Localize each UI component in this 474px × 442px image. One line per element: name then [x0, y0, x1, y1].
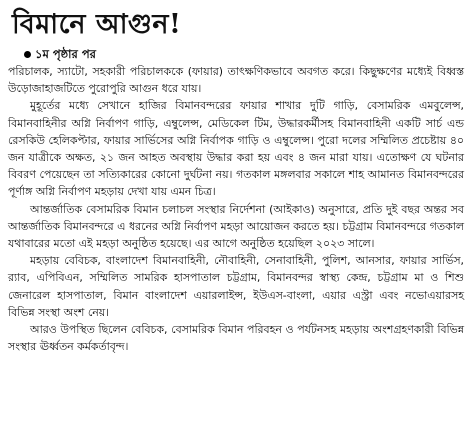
paragraph: মুহূর্তের মধ্যে সেখানে হাজির বিমানবন্দরের ফায়ার শাখার দুটি গাড়ি, বেসামরিক এমবুলেন্স, বিমানবাহিনীর অগ্নি নির্বাপণ গাড়ি, এম্বুলেন্স, মেডিকেল টিম, উদ্ধারকর্মীসহ বিমানবাহিনী একটি সার্চ এন্ড রেসকিউ হেলিকপ্টার, ফায়ার সার্ভিসের অগ্নি নির্বাপক গাড়ি ও এম্বুলেন্স। পুরো দলের সম্মিলিত প্রচেষ্টায় ৪০ জন যাত্রীকে অক্ষত, ২১ জন আহত অবস্থায় উদ্ধার করা হয় এবং ৪ জন মারা যায়। এতোক্ষণ যে ঘটনার বিবরণ পেয়েছেন তা সত্যিকারের কোনো দুর্ঘটনা নয়। গতকাল মঙ্গলবার সকালে শাহ আমানত বিমানবন্দরের পূর্ণাঙ্গ অগ্নি নির্বাপণ মহড়ায় দেখা যায় এমন চিত্র। [8, 99, 464, 199]
paragraph: আরও উপস্থিত ছিলেন বেবিচক, বেসামরিক বিমান পরিবহন ও পর্যটনসহ মহড়ায় অংশগ্রহণকারী বিভিন্ন সংস্থার ঊর্ধ্বতন কর্মকর্তাবৃন্দ। [8, 323, 464, 354]
paragraph: পরিচালক, স্যাটো, সহকারী পরিচালককে (ফায়ার) তাৎক্ষণিকভাবে অবগত করে। কিছুক্ষণের মধ্যেই বিধ্বস্ত উড়োজাহাজটিতে পুরোপুরি আগুন ধরে যায়। [8, 65, 464, 96]
paragraph: আন্তর্জাতিক বেসামরিক বিমান চলাচল সংস্থার নির্দেশনা (আইকাও) অনুসারে, প্রতি দুই বছর অন্তর সব আন্তর্জাতিক বিমানবন্দরে এ ধরনের অগ্নি নির্বাপণ মহড়া আয়োজন করতে হয়। চট্টগ্রাম বিমানবন্দরে গতকাল যথাবারের মতো এই মহড়া অনুষ্ঠিত হয়েছে। এর আগে অনুষ্ঠিত হয়েছিল ২০২৩ সালে। [8, 202, 464, 251]
paragraph: মহড়ায় বেবিচক, বাংলাদেশ বিমানবাহিনী, নৌবাহিনী, সেনাবাহিনী, পুলিশ, আনসার, ফায়ার সার্ভিস, র‌্যাব, এপিবিএন, সম্মিলিত সামরিক হাসপাতাল চট্টগ্রাম, বিমানবন্দর স্বাস্থ্য কেন্দ্র, চট্টগ্রাম মা ও শিশু জেনারেল হাসপাতাল, বিমান বাংলাদেশ এয়ারলাইন্স, ইউএস-বাংলা, এয়ার এস্ট্রা এবং নভোএয়ারসহ বিভিন্ন সংস্থা অংশ নেয়। [8, 254, 464, 319]
article-body [8, 63, 464, 355]
article-headline: বিমানে আগুন! [12, 9, 182, 40]
continuation-label: ১ম পৃষ্ঠার পর [35, 47, 96, 61]
continuation-line [24, 46, 464, 63]
bullet-icon [24, 51, 31, 58]
